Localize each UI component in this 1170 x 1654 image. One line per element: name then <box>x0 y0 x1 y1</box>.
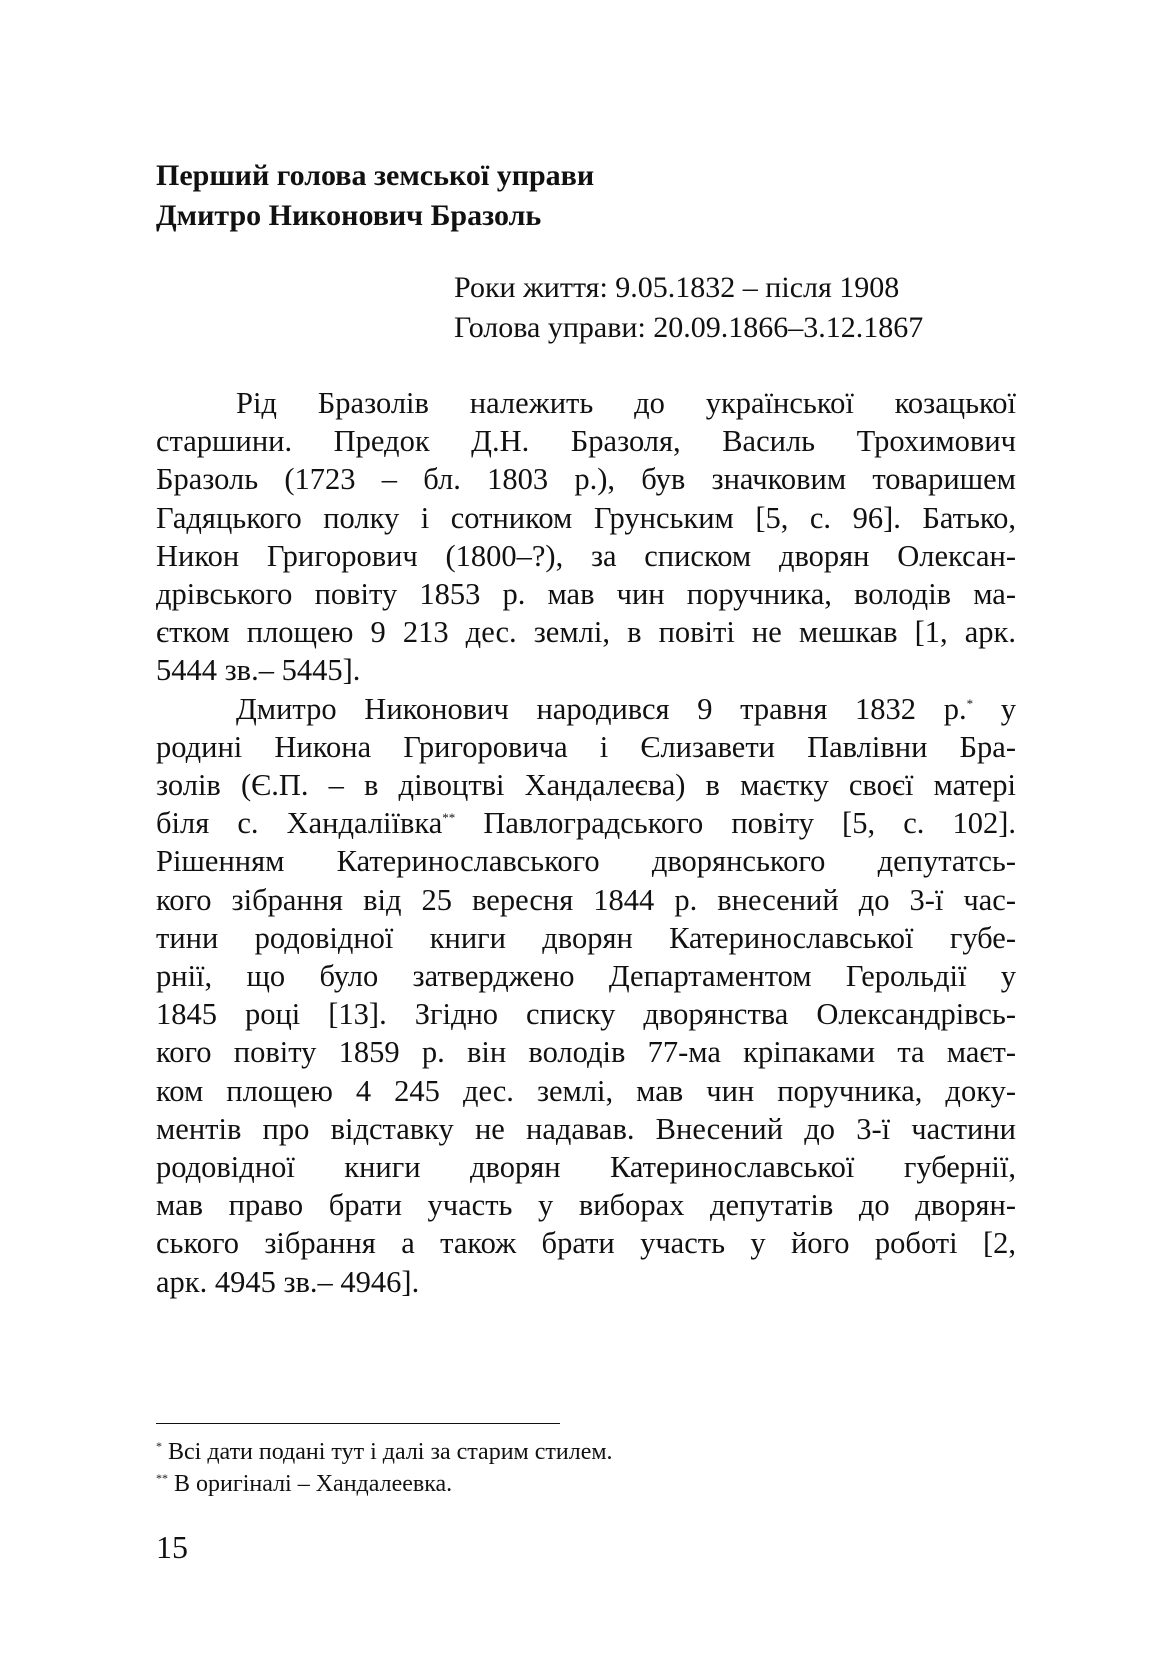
footnote-mark: ** <box>156 1471 168 1485</box>
footnote-text: Всі дати подані тут і далі за старим стилем. <box>162 1439 613 1465</box>
text-line: Гадяцького полку і сотником Грунським [5, с. 96]. Батько, <box>156 500 1016 535</box>
text-line: кого повіту 1859 р. він володів 77-ма кріпаками та маєт- <box>156 1035 1016 1070</box>
body-text <box>156 384 1016 1301</box>
text-line: старшини. Предок Д.Н. Бразоля, Василь Трохимович <box>156 424 1016 459</box>
text-line <box>156 804 1016 842</box>
footnote-1 <box>156 1436 1016 1468</box>
text-fragment: Дмитро Никонович народився 9 травня 1832 р. <box>236 691 967 726</box>
text-line: 5444 зв.– 5445]. <box>156 653 361 688</box>
text-line: рнії, що було затверджено Департаментом Герольдії у <box>156 959 1016 994</box>
text-line: родовідної книги дворян Катеринославської губернії, <box>156 1150 1016 1185</box>
heading-line-1: Перший голова земської управи <box>156 159 595 192</box>
text-line: арк. 4945 зв.– 4946]. <box>156 1264 420 1299</box>
footnote-ref-1: * <box>966 695 974 711</box>
footnote-text: В оригіналі – Хандалеевка. <box>168 1471 453 1497</box>
paragraph-1 <box>156 384 1016 690</box>
text-fragment: Павлоградського повіту [5, с. 102]. <box>455 806 1016 841</box>
text-line: Никон Григорович (1800–?), за списком дворян Олексан- <box>156 538 1016 573</box>
text-line: Рід Бразолів належить до української козацької <box>236 386 1016 420</box>
text-line: ментів про відставку не надавав. Внесений до 3-ї частини <box>156 1111 1016 1146</box>
text-line: дрівського повіту 1853 р. мав чин поручника, володів ма- <box>156 577 1016 612</box>
text-line: єтком площею 9 213 дес. землі, в повіті не мешкав [1, арк. <box>156 615 1016 650</box>
footnote-divider <box>156 1423 560 1424</box>
footnotes <box>156 1436 1016 1500</box>
footnote-ref-2: ** <box>442 810 456 826</box>
text-line: мав право брати участь у виборах депутатів до дворян- <box>156 1188 1016 1223</box>
text-line: тини родовідної книги дворян Катеринославської губе- <box>156 920 1016 955</box>
chapter-heading <box>156 156 1016 236</box>
text-line <box>156 690 1016 728</box>
text-line: родині Никона Григоровича і Єлизавети Павлівни Бра- <box>156 729 1016 764</box>
footnote-2 <box>156 1468 1016 1500</box>
life-years: Роки життя: 9.05.1832 – після 1908 <box>454 271 900 304</box>
text-line: ком площею 4 245 дес. землі, мав чин поручника, доку- <box>156 1073 1016 1108</box>
text-line: Рішенням Катеринославського дворянського депутатсь- <box>156 844 1016 879</box>
page-number: 15 <box>156 1529 188 1565</box>
text-line: 1845 році [13]. Згідно списку дворянства Олександрівсь- <box>156 997 1016 1032</box>
text-line: Бразоль (1723 – бл. 1803 р.), був значковим товаришем <box>156 462 1016 497</box>
text-fragment: біля с. Хандаліївка <box>156 806 443 841</box>
text-line: золів (Є.П. – в дівоцтві Хандалеєва) в маєтку своєї матері <box>156 768 1016 803</box>
paragraph-2 <box>156 690 1016 1301</box>
tenure-years: Голова управи: 20.09.1866–3.12.1867 <box>454 311 924 344</box>
life-dates-block <box>454 268 1054 348</box>
text-fragment: у <box>973 691 1017 726</box>
text-line: кого зібрання від 25 вересня 1844 р. внесений до 3-ї час- <box>156 882 1016 917</box>
text-line: ського зібрання а також брати участь у його роботі [2, <box>156 1226 1016 1261</box>
heading-line-2: Дмитро Никонович Бразоль <box>156 199 542 232</box>
footnote-mark: * <box>156 1439 162 1453</box>
